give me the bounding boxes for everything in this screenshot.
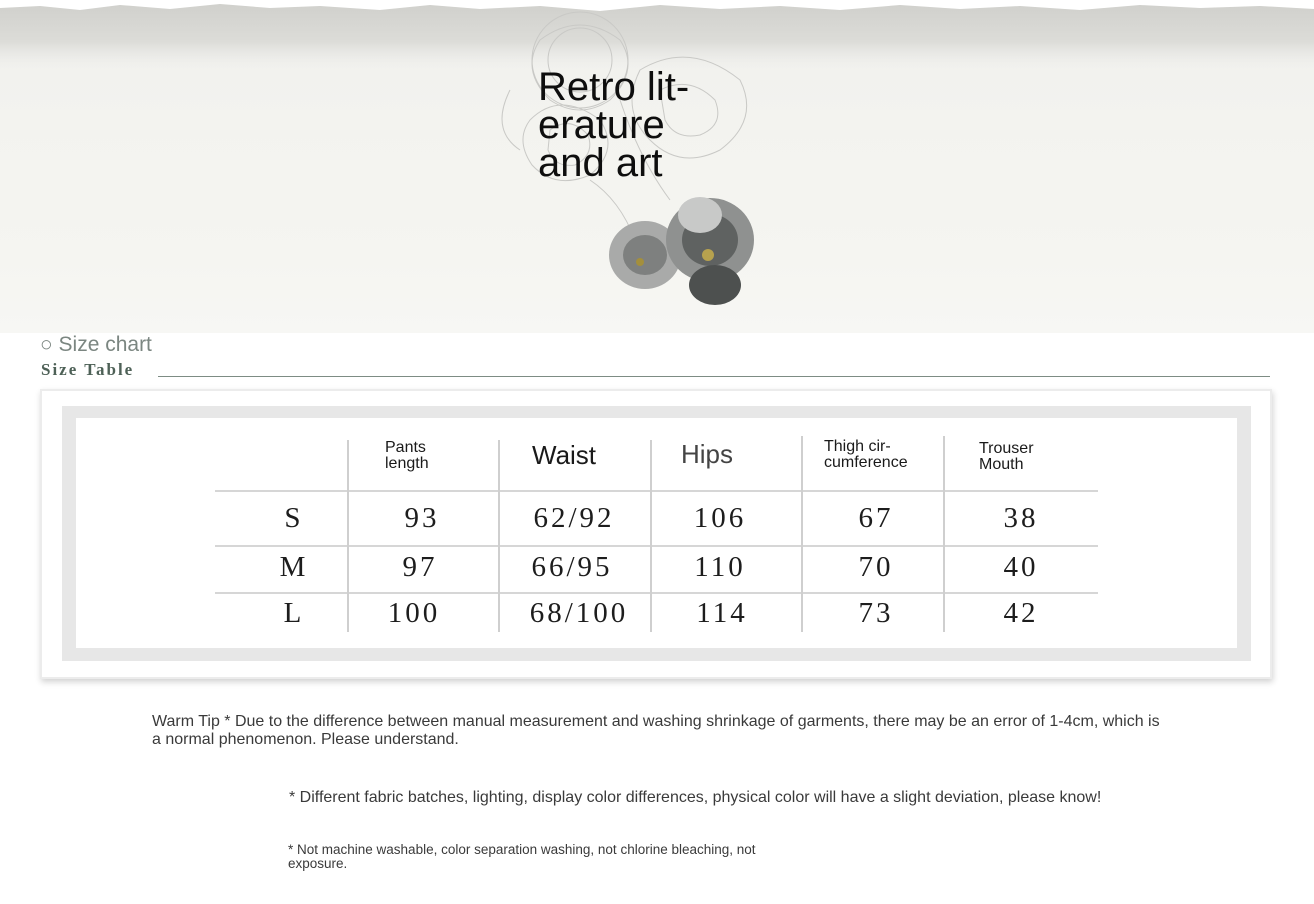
header-text: length [385, 455, 429, 472]
banner-title-line: Retro lit- [538, 65, 690, 109]
pants-length-value: 97 [402, 551, 438, 583]
size-label: L [283, 597, 305, 629]
trouser-mouth-value: 40 [1003, 551, 1039, 583]
header-hips: Hips [681, 439, 734, 469]
table-column-divider [801, 436, 803, 632]
table-column-divider [498, 440, 500, 632]
trouser-mouth-value: 42 [1003, 597, 1039, 629]
warm-tip-note: Warm Tip * Due to the difference between manual measurement and washing shrinkage of garments, there may be an error of 1-4cm, which is a normal phenomenon. Please understand. [152, 713, 1160, 748]
heading-divider [158, 376, 1270, 377]
waist-value: 68/100 [529, 597, 629, 629]
size-table-label: Size Table [41, 360, 135, 379]
washing-care-note: * Not machine washable, color separation washing, not chlorine bleaching, not exposure. [288, 842, 756, 871]
hips-value: 110 [694, 551, 746, 583]
pants-length-value: 100 [387, 597, 441, 629]
banner-title-line: and art [538, 141, 663, 185]
header-thigh-circumference [824, 439, 908, 471]
header-trouser-mouth [979, 441, 1034, 473]
thigh-value: 70 [858, 551, 894, 583]
header-banner [0, 0, 1314, 333]
size-label: S [284, 502, 304, 534]
thigh-value: 73 [858, 597, 894, 629]
pants-length-value: 93 [404, 502, 440, 534]
waist-value: 62/92 [533, 502, 615, 534]
thigh-value: 67 [858, 502, 894, 534]
size-label: M [279, 551, 309, 583]
color-deviation-note: * Different fabric batches, lighting, display color differences, physical color will have a slight deviation, please know! [289, 789, 1102, 806]
banner-title [538, 65, 738, 185]
header-waist: Waist [532, 440, 597, 470]
hips-value: 114 [696, 597, 748, 629]
size-chart-label: ○ Size chart [40, 333, 152, 356]
header-text: Trouser [979, 440, 1034, 457]
header-text: Thigh cir- [824, 438, 891, 455]
banner-title-line: erature [538, 103, 665, 147]
header-text: Mouth [979, 456, 1024, 473]
header-text: Pants [385, 439, 426, 456]
hips-value: 106 [693, 502, 747, 534]
trouser-mouth-value: 38 [1003, 502, 1039, 534]
header-text: cumference [824, 454, 908, 471]
waist-value: 66/95 [531, 551, 613, 583]
header-pants-length [385, 440, 429, 472]
